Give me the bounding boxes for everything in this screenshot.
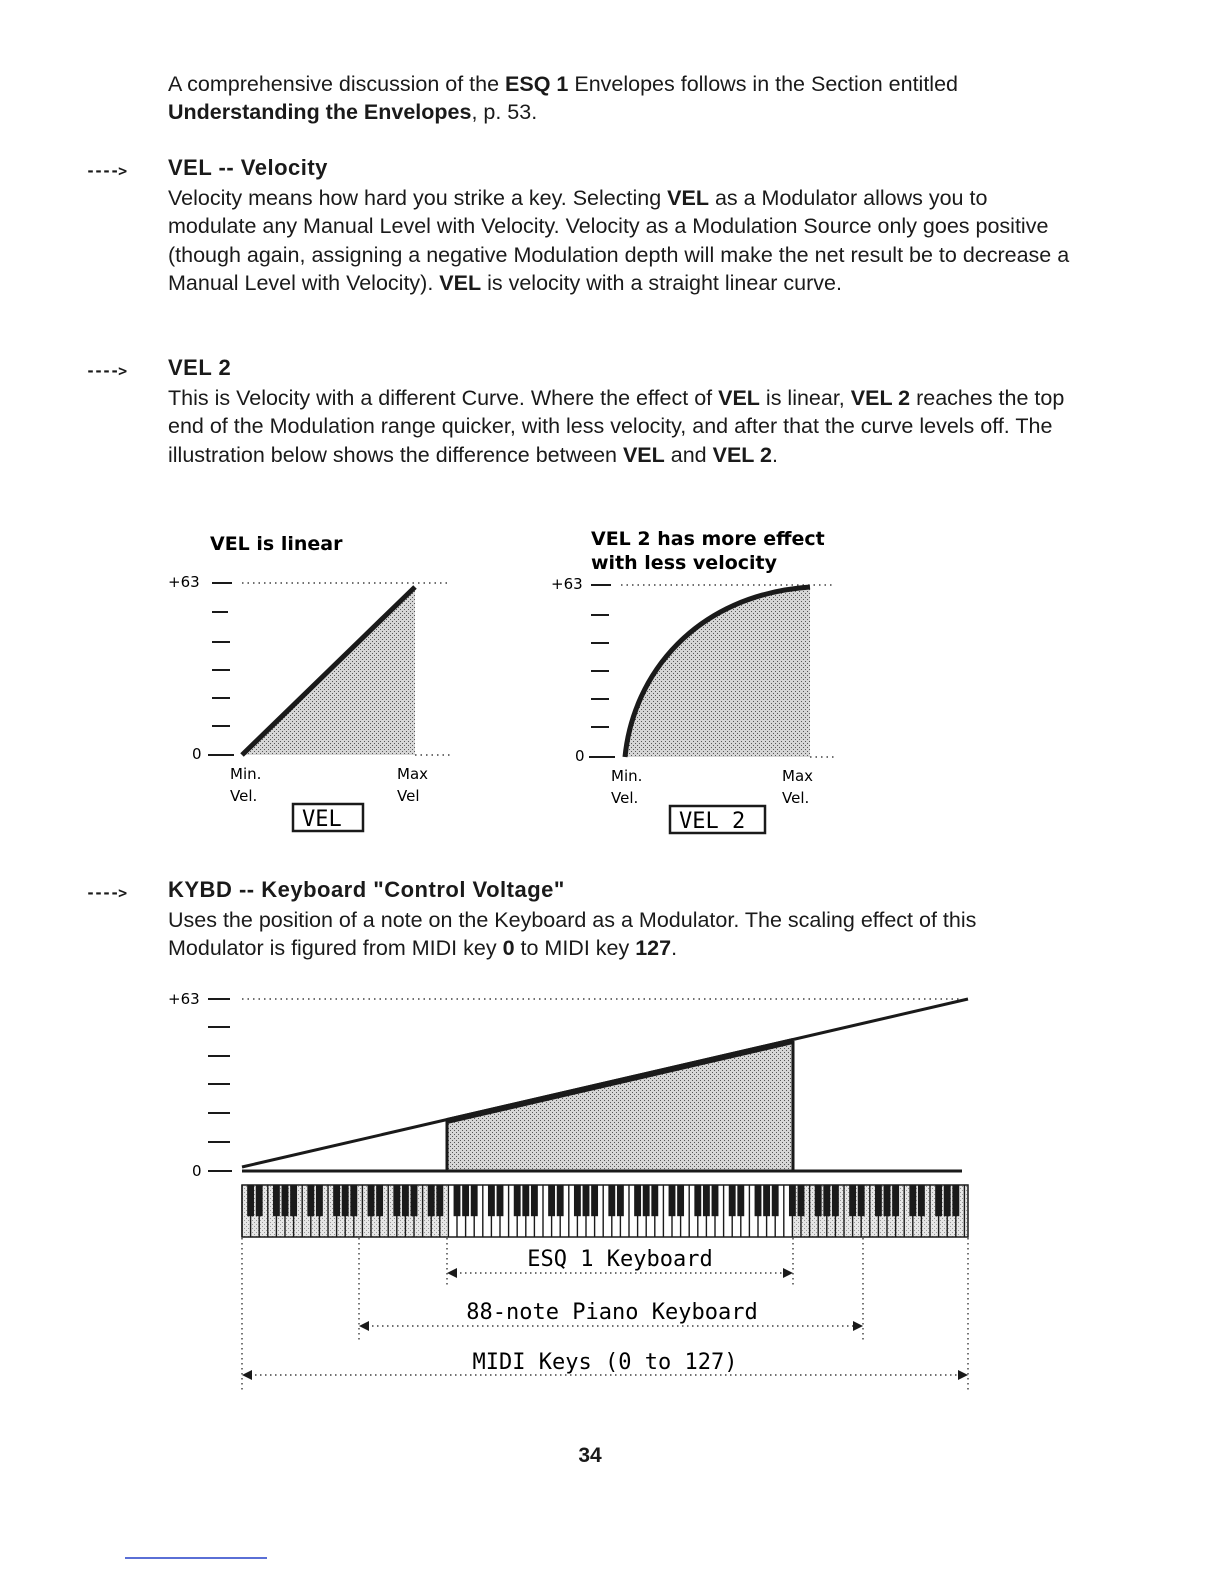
black-key	[591, 1185, 598, 1216]
kybd-keyboard-strip	[242, 1185, 968, 1237]
black-key	[350, 1185, 357, 1216]
vel-paragraph: Velocity means how hard you strike a key. Selecting VEL as a Modulator allows you to modulate any Manual Level with Velocity. Velocity as a Modulation Source only goes positive (though again, assigning a negative Modulation depth will make the net result be to decrease a Manual Level with Velocity). VEL is velocity with a straight linear curve.	[168, 186, 1070, 295]
black-key	[952, 1185, 959, 1216]
black-key	[411, 1185, 418, 1216]
black-key	[368, 1185, 375, 1216]
black-key	[884, 1185, 891, 1216]
black-key	[832, 1185, 839, 1216]
vel2-curve-figure	[545, 525, 865, 845]
vel-figure-title: VEL is linear	[210, 533, 343, 555]
vel-heading: VEL -- Velocity	[168, 155, 328, 180]
kybd-y-zero-label: 0	[192, 1162, 202, 1180]
black-key	[823, 1185, 830, 1216]
black-key	[273, 1185, 280, 1216]
kybd-paragraph: Uses the position of a note on the Keyboard as a Modulator. The scaling effect of this Modulator is figured from MIDI key 0 to MIDI key 127.	[168, 908, 977, 961]
black-key	[531, 1185, 538, 1216]
black-key	[393, 1185, 400, 1216]
black-key	[522, 1185, 529, 1216]
black-key	[815, 1185, 822, 1216]
vel-x-min-label-2: Vel.	[230, 787, 258, 805]
black-key	[918, 1185, 925, 1216]
vel2-y-zero-label: 0	[575, 747, 585, 765]
black-key	[462, 1185, 469, 1216]
black-key	[557, 1185, 564, 1216]
vel2-y-top-label: +63	[551, 575, 583, 593]
black-key	[634, 1185, 641, 1216]
black-key	[651, 1185, 658, 1216]
black-key	[488, 1185, 495, 1216]
vel-linear-figure	[160, 525, 480, 845]
kybd-y-ticks	[208, 1027, 230, 1142]
vel-arrow-marker: ---->	[86, 162, 127, 180]
black-key	[290, 1185, 297, 1216]
black-key	[737, 1185, 744, 1216]
black-key	[583, 1185, 590, 1216]
black-key	[935, 1185, 942, 1216]
kybd-figure	[160, 980, 990, 1400]
black-key	[763, 1185, 770, 1216]
black-key	[755, 1185, 762, 1216]
black-key	[798, 1185, 805, 1216]
vel2-x-min-label: Min.	[611, 767, 643, 785]
kybd-arrow-marker: ---->	[86, 884, 127, 902]
black-key	[892, 1185, 899, 1216]
black-key	[574, 1185, 581, 1216]
vel2-figure-title-1: VEL 2 has more effect	[591, 528, 825, 550]
black-key	[608, 1185, 615, 1216]
black-key	[454, 1185, 461, 1216]
black-key	[282, 1185, 289, 1216]
vel2-x-max-label-2: Vel.	[782, 789, 810, 807]
vel-x-min-label: Min.	[230, 765, 262, 783]
vel-x-max-label: Max	[397, 765, 429, 783]
black-key	[497, 1185, 504, 1216]
vel-y-ticks	[212, 612, 230, 726]
black-key	[402, 1185, 409, 1216]
black-key	[772, 1185, 779, 1216]
kybd-heading: KYBD -- Keyboard "Control Voltage"	[168, 877, 565, 902]
black-key	[909, 1185, 916, 1216]
kybd-esq-range-label: ESQ 1 Keyboard	[527, 1247, 713, 1272]
black-key	[436, 1185, 443, 1216]
black-key	[858, 1185, 865, 1216]
black-key	[256, 1185, 263, 1216]
black-key	[694, 1185, 701, 1216]
vel2-heading: VEL 2	[168, 355, 232, 380]
kybd-midi-range-label: MIDI Keys (0 to 127)	[472, 1350, 738, 1375]
black-key	[471, 1185, 478, 1216]
vel2-display-label: VEL 2	[679, 809, 746, 834]
black-key	[316, 1185, 323, 1216]
vel2-x-max-label: Max	[782, 767, 814, 785]
page-number: 34	[578, 1444, 602, 1467]
black-key	[789, 1185, 796, 1216]
black-key	[376, 1185, 383, 1216]
vel2-x-min-label-2: Vel.	[611, 789, 639, 807]
kybd-piano-range-label: 88-note Piano Keyboard	[466, 1300, 758, 1325]
black-key	[729, 1185, 736, 1216]
vel2-paragraph: This is Velocity with a different Curve. Where the effect of VEL is linear, VEL 2 reaches the top end of the Modulation range quicker, with less velocity, and after that the curve levels off. The illustration below shows the difference between VEL and VEL 2.	[168, 386, 1065, 467]
vel-y-top-label: +63	[168, 573, 200, 591]
vel-x-max-label-2: Vel	[397, 787, 420, 805]
black-key	[712, 1185, 719, 1216]
black-key	[944, 1185, 951, 1216]
intro-paragraph: A comprehensive discussion of the ESQ 1 Envelopes follows in the Section entitled Understanding the Envelopes, p. 53.	[168, 72, 958, 125]
footer-rule	[125, 1557, 267, 1559]
black-key	[849, 1185, 856, 1216]
vel2-arrow-marker: ---->	[86, 362, 127, 380]
vel-y-zero-label: 0	[192, 745, 202, 763]
black-key	[703, 1185, 710, 1216]
vel-display-label: VEL	[302, 807, 342, 832]
black-key	[514, 1185, 521, 1216]
black-key	[342, 1185, 349, 1216]
black-key	[247, 1185, 254, 1216]
vel2-figure-title-2: with less velocity	[591, 552, 778, 574]
black-key	[677, 1185, 684, 1216]
black-key	[548, 1185, 555, 1216]
black-key	[333, 1185, 340, 1216]
black-key	[307, 1185, 314, 1216]
black-key	[875, 1185, 882, 1216]
black-key	[643, 1185, 650, 1216]
black-key	[428, 1185, 435, 1216]
black-key	[669, 1185, 676, 1216]
black-key	[617, 1185, 624, 1216]
kybd-y-top-label: +63	[168, 990, 200, 1008]
vel2-y-ticks	[591, 615, 609, 727]
